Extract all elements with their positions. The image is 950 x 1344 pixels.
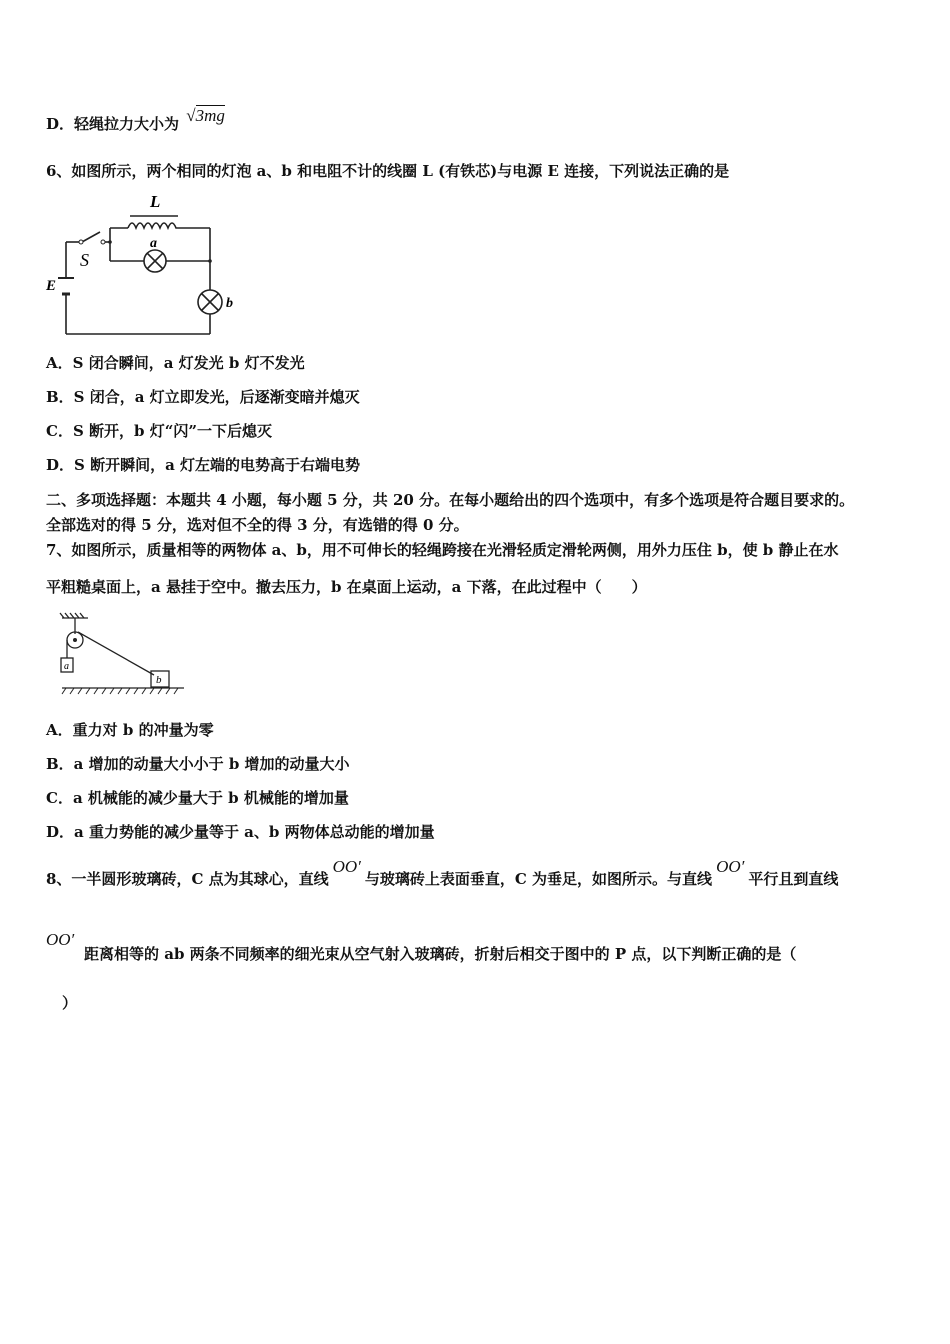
switch-contact <box>101 240 105 244</box>
q5-option-d <box>46 106 225 134</box>
label-block-b: b <box>156 674 162 686</box>
pulley-axle <box>73 638 77 642</box>
q6-option-d: D．S 断开瞬间，a 灯左端的电势高于右端电势 <box>46 456 361 474</box>
q7-option-c: C．a 机械能的减少量大于 b 机械能的增加量 <box>46 789 349 807</box>
q6-stem: 6、如图所示，两个相同的灯泡 a、b 和电阻不计的线圈 L (有铁芯)与电源 E 连接，下列说法正确的是 <box>46 162 730 180</box>
section2-instructions-line1: 二、多项选择题：本题共 4 小题，每小题 5 分，共 20 分。在每小题给出的四个选项中，有多个选项是符合题目要求的。 <box>46 491 855 509</box>
radical-sign: √ <box>186 106 196 125</box>
q8-text-part2: 与玻璃砖上表面垂直，C 为垂足，如图所示。与直线 <box>364 870 713 888</box>
junction-dot <box>208 259 212 263</box>
q8-stem-line1 <box>46 857 839 889</box>
label-E: E <box>46 278 57 294</box>
q7-option-d: D．a 重力势能的减少量等于 a、b 两物体总动能的增加量 <box>46 823 435 841</box>
q8-stem-line2: 距离相等的 ab 两条不同频率的细光束从空气射入玻璃砖，折射后相交于图中的 P 点，以下判断正确的是（ <box>84 945 797 963</box>
q8-stem-line3: ） <box>62 994 78 1012</box>
label-b: b <box>226 296 233 311</box>
label-a: a <box>150 236 157 251</box>
q8-text-part3: 平行且到直线 <box>748 870 839 888</box>
q8-text-part1: 8、一半圆形玻璃砖，C 点为其球心，直线 <box>46 870 329 888</box>
label-block-a: a <box>64 661 69 672</box>
switch-contact <box>79 240 83 244</box>
q7-option-b: B．a 增加的动量大小小于 b 增加的动量大小 <box>46 755 350 773</box>
q5-option-d-label: D．轻绳拉力大小为 <box>46 115 180 133</box>
q7-pulley-diagram <box>58 612 188 700</box>
q7-option-a: A．重力对 b 的冲量为零 <box>46 721 214 739</box>
label-L: L <box>150 192 161 211</box>
q7-stem-line1: 7、如图所示，质量相等的两物体 a、b，用不可伸长的轻绳跨接在光滑轻质定滑轮两侧，用外力压住 b，使 b 静止在水 <box>46 541 839 559</box>
oo-prime-symbol: OO′ <box>46 930 75 949</box>
q5-option-d-formula <box>186 106 225 125</box>
junction-dot <box>108 240 112 244</box>
q7-stem-line2: 平粗糙桌面上，a 悬挂于空中。撤去压力，b 在桌面上运动，a 下落，在此过程中（ ） <box>46 578 647 596</box>
oo-prime-symbol: OO′ <box>716 857 745 876</box>
q6-circuit-diagram <box>44 190 244 340</box>
q6-option-b: B．S 闭合，a 灯立即发光，后逐渐变暗并熄灭 <box>46 388 360 406</box>
section2-instructions-line2: 全部选对的得 5 分，选对但不全的得 3 分，有选错的得 0 分。 <box>46 516 469 534</box>
label-S: S <box>80 250 89 270</box>
q6-option-a: A．S 闭合瞬间，a 灯发光 b 灯不发光 <box>46 354 305 372</box>
q6-option-c: C．S 断开，b 灯“闪”一下后熄灭 <box>46 422 272 440</box>
formula-expr: 3mg <box>195 106 225 125</box>
oo-prime-symbol: OO′ <box>332 857 361 876</box>
